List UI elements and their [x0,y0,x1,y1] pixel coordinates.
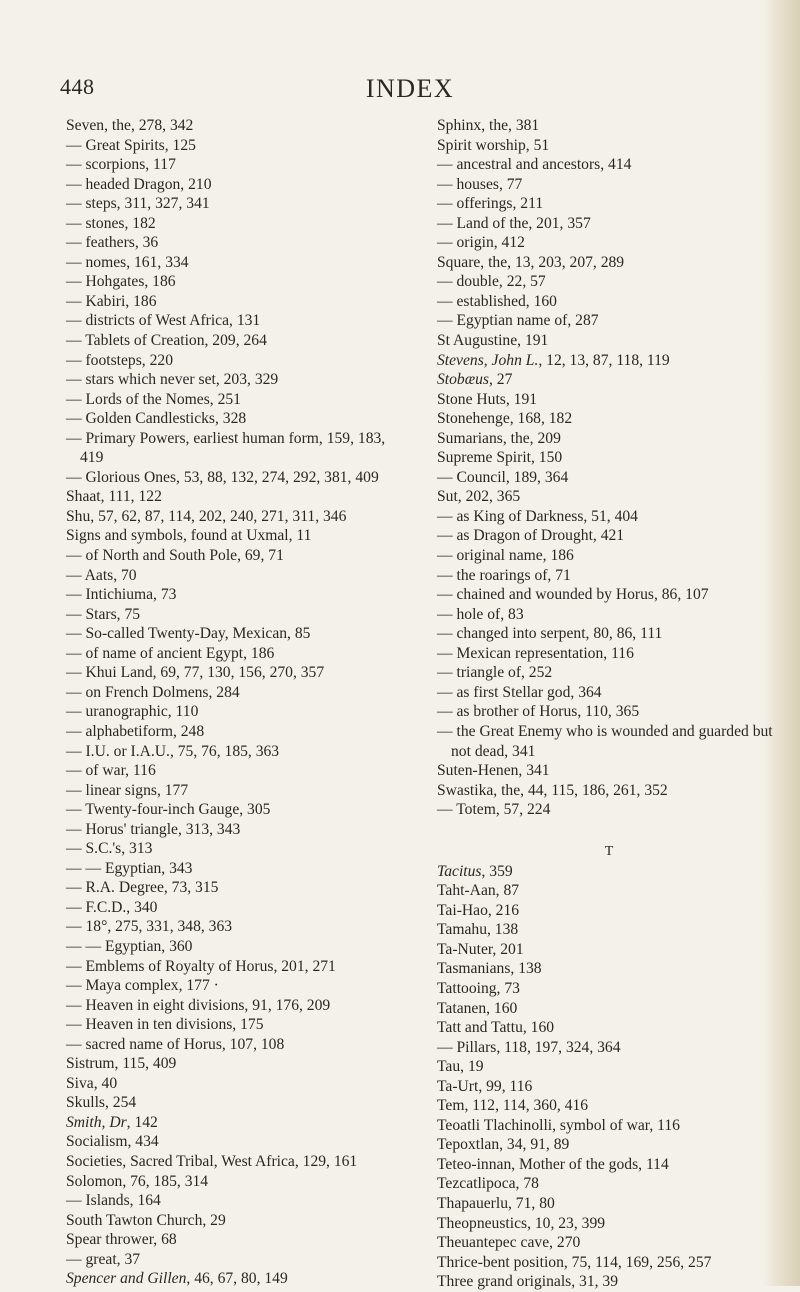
index-entry-heading: — ancestral and ancestors, 414 [437,156,632,174]
index-entry-pages: , 359 [481,862,513,880]
index-entry [66,1230,411,1250]
index-entry-heading: Siva, 40 [66,1074,118,1092]
index-entry-heading: Swastika, the, 44, 115, 186, 261, 352 [437,781,668,799]
index-entry [66,292,411,312]
index-entry [66,683,411,703]
index-entry-heading: South Tawton Church, 29 [66,1211,226,1229]
index-entry-heading: — linear signs, 177 [66,781,189,799]
index-entry-heading: — Land of the, 201, 357 [437,214,591,232]
index-entry [66,1172,411,1192]
index-entry-heading: — the roarings of, 71 [437,566,571,584]
index-entry-heading: — S.C.'s, 313 [66,840,153,858]
index-entry [66,175,411,195]
index-entry-heading: Societies, Sacred Tribal, West Africa, 129, 161 [66,1152,358,1170]
index-entry [437,351,782,371]
index-entry-heading: — scorpions, 117 [66,156,176,174]
index-entry-pages: , 46, 67, 80, 149 [186,1270,288,1288]
index-entry [66,194,411,214]
index-entry-heading: — I.U. or I.A.U., 75, 76, 185, 363 [66,742,280,760]
index-column-right [437,116,782,1292]
index-entry [66,761,411,781]
index-entry-heading: Tasmanians, 138 [437,960,542,978]
index-entry-heading: — of war, 116 [66,762,156,780]
index-entry-heading: — Golden Candlesticks, 328 [66,410,247,428]
index-entry-heading: Tezcatlipoca, 78 [437,1175,539,1193]
index-entry [66,624,411,644]
index-entry [437,116,782,136]
section-letter-heading: T [604,843,615,859]
index-entry [66,1074,411,1094]
index-entry [66,702,411,722]
index-entry-heading: Suten-Henen, 341 [437,762,550,780]
index-entry [66,1054,411,1074]
index-entry-heading: Thapauerlu, 71, 80 [437,1194,555,1212]
index-entry [437,722,782,761]
index-entry [66,1152,411,1172]
index-entry-heading: Tau, 19 [437,1058,484,1076]
index-entry-heading: Ta-Nuter, 201 [437,940,524,958]
index-entry [437,979,782,999]
index-entry [437,1135,782,1155]
index-entry [66,155,411,175]
index-entry [437,999,782,1019]
index-entry [437,901,782,921]
index-entry-heading: Solomon, 76, 185, 314 [66,1172,209,1190]
index-entry-heading: Sumarians, the, 209 [437,429,561,447]
index-entry-heading: — feathers, 36 [66,234,159,252]
index-entry-heading: Spear thrower, 68 [66,1231,177,1249]
index-entry-heading: — double, 22, 57 [437,273,546,291]
index-entry-heading: — original name, 186 [437,547,574,565]
index-entry [66,1132,411,1152]
index-entry-heading: — great, 37 [66,1250,141,1268]
index-entry-heading: Stonehenge, 168, 182 [437,410,573,428]
index-entry-heading: — stones, 182 [66,214,156,232]
index-entry [66,996,411,1016]
index-entry-heading: — Totem, 57, 224 [437,801,551,819]
index-entry [66,1211,411,1231]
index-entry-heading: — Khui Land, 69, 77, 130, 156, 270, 357 [66,664,325,682]
index-entry-heading: — Kabiri, 186 [66,292,157,310]
index-entry [66,663,411,683]
index-entry [66,937,411,957]
index-entry [66,742,411,762]
index-entry [66,781,411,801]
index-entry [437,507,782,527]
index-entry [66,116,411,136]
index-entry [437,1233,782,1253]
index-entry-heading: — Islands, 164 [66,1192,161,1210]
index-entry-heading: Skulls, 254 [66,1094,137,1112]
index-entry-heading: Shu, 57, 62, 87, 114, 202, 240, 271, 311, 346 [66,507,347,525]
index-entry [66,878,411,898]
index-entry [66,976,411,996]
index-entry-heading: Teoatli Tlachinolli, symbol of war, 116 [437,1116,680,1134]
index-entry-heading: Tem, 112, 114, 360, 416 [437,1097,589,1115]
index-entry [437,959,782,979]
index-entry-heading: — Egyptian name of, 287 [437,312,599,330]
page-number: 448 [60,74,95,99]
index-entry-heading: — Heaven in eight divisions, 91, 176, 209 [66,996,331,1014]
index-column-left [66,116,411,1289]
index-entry-heading: Teteo-innan, Mother of the gods, 114 [437,1155,669,1173]
index-entry [437,1214,782,1234]
index-entry [437,1018,782,1038]
index-entry-heading: Spirit worship, 51 [437,136,550,154]
index-entry-heading: Theopneustics, 10, 23, 399 [437,1214,606,1232]
index-entry [437,1038,782,1058]
index-entry [66,546,411,566]
index-entry-heading: — Mexican representation, 116 [437,644,634,662]
index-entry-heading: — Emblems of Royalty of Horus, 201, 271 [66,957,336,975]
index-entry [437,881,782,901]
index-entry [66,917,411,937]
index-entry [437,429,782,449]
index-entry-heading: — chained and wounded by Horus, 86, 107 [437,586,709,604]
index-entry-heading: — sacred name of Horus, 107, 108 [66,1035,285,1053]
index-entry-heading: Sistrum, 115, 409 [66,1055,177,1073]
index-entry [437,644,782,664]
index-entry [66,351,411,371]
index-entry [437,233,782,253]
index-entry [66,253,411,273]
index-entry-heading: Tamahu, 138 [437,921,519,939]
index-entry-heading: Tai-Hao, 216 [437,901,520,919]
index-entry [437,683,782,703]
index-entry-heading: — as first Stellar god, 364 [437,683,602,701]
index-entry [437,1253,782,1273]
index-entry [437,331,782,351]
index-entry-heading: — So-called Twenty-Day, Mexican, 85 [66,625,311,643]
index-entry [437,800,782,820]
index-entry-heading: Stevens, John L. [437,351,539,369]
index-entry [66,311,411,331]
index-entry [66,820,411,840]
index-entry [437,1116,782,1136]
index-entry [437,253,782,273]
index-entry [437,468,782,488]
index-entry [437,605,782,625]
index-entry [66,233,411,253]
index-entry [437,272,782,292]
index-entry-heading: Theuantepec cave, 270 [437,1234,581,1252]
index-entry-pages: , 142 [126,1113,158,1131]
index-entry [437,136,782,156]
index-entry [437,1155,782,1175]
index-entry [437,526,782,546]
index-entry [66,409,411,429]
index-entry-heading: — triangle of, 252 [437,664,553,682]
index-entry-pages: , 27 [489,371,513,389]
index-entry [437,194,782,214]
index-entry-heading: Socialism, 434 [66,1133,159,1151]
index-entry-heading: — of name of ancient Egypt, 186 [66,644,275,662]
index-entry-heading: St Augustine, 191 [437,332,549,350]
index-entry [437,155,782,175]
index-entry-heading: — of North and South Pole, 69, 71 [66,547,284,565]
index-entry [437,585,782,605]
index-entry [66,898,411,918]
index-entry [66,487,411,507]
index-entry [437,1174,782,1194]
index-entry-heading: Smith, Dr [66,1113,127,1131]
index-entry [437,1194,782,1214]
index-entry [66,214,411,234]
index-entry-heading: Tatt and Tattu, 160 [437,1019,555,1037]
index-entry-heading: Sphinx, the, 381 [437,117,540,134]
index-entry-heading: — on French Dolmens, 284 [66,683,240,701]
index-entry-heading: — — Egyptian, 343 [66,859,193,877]
index-entry [437,448,782,468]
index-entry [437,546,782,566]
index-entry-heading: — established, 160 [437,292,557,310]
index-entry-heading: Three grand originals, 31, 39 [437,1273,619,1291]
index-entry-heading: — Maya complex, 177 · [66,977,219,995]
index-entry-heading: Stone Huts, 191 [437,390,538,408]
index-entry-heading: Taht-Aan, 87 [437,882,520,900]
index-entry-heading: — — Egyptian, 360 [66,937,193,955]
index-entry-heading: Thrice-bent position, 75, 114, 169, 256, 257 [437,1253,712,1271]
index-entry [437,566,782,586]
running-head: INDEX [365,74,455,103]
index-entry [437,390,782,410]
index-entry [66,526,411,546]
index-entry-heading: Signs and symbols, found at Uxmal, 11 [66,527,312,545]
index-entry-heading: — F.C.D., 340 [66,898,158,916]
index-entry [437,1272,782,1292]
index-entry-heading: — as King of Darkness, 51, 404 [437,507,638,525]
index-entry-heading: — R.A. Degree, 73, 315 [66,879,219,897]
index-entry-heading: — Heaven in ten divisions, 175 [66,1016,264,1034]
index-entry [66,136,411,156]
index-entry [66,272,411,292]
index-entry-heading: — Primary Powers, earliest human form, 159, 183, 419 [66,429,386,467]
index-entry-heading: — offerings, 211 [437,195,544,213]
index-entry [66,644,411,664]
index-entry-heading: — Great Spirits, 125 [66,136,196,154]
index-entry-heading: — steps, 311, 327, 341 [66,195,210,213]
index-entry [437,862,782,882]
index-entry [66,1093,411,1113]
index-entry-heading: — nomes, 161, 334 [66,253,189,271]
index-entry-heading: — as brother of Horus, 110, 365 [437,703,640,721]
index-entry [437,1057,782,1077]
index-entry-heading: Tacitus [437,862,482,880]
index-entry-heading: — Hohgates, 186 [66,273,176,291]
index-entry [66,1035,411,1055]
index-entry-heading: — hole of, 83 [437,605,524,623]
index-entry [437,409,782,429]
index-entry [66,468,411,488]
index-entry [66,722,411,742]
index-entry [66,507,411,527]
index-entry-heading: — Horus' triangle, 313, 343 [66,820,241,838]
index-entry-heading: Ta-Urt, 99, 116 [437,1077,533,1095]
index-entry-heading: — the Great Enemy who is wounded and guarded but not dead, 341 [437,722,773,760]
index-entry [66,1250,411,1270]
index-entry [437,940,782,960]
index-entry [437,1096,782,1116]
index-entry-heading: — Stars, 75 [66,605,141,623]
index-entry-heading: Supreme Spirit, 150 [437,449,563,467]
index-entry-heading: — Tablets of Creation, 209, 264 [66,332,267,350]
index-entry [66,839,411,859]
index-entry-heading: Tepoxtlan, 34, 91, 89 [437,1136,570,1154]
index-entry [437,781,782,801]
page-header [60,74,760,114]
index-entry-heading: — Aats, 70 [66,566,137,584]
index-entry [437,214,782,234]
index-entry [66,1113,411,1133]
index-entry-heading: — Glorious Ones, 53, 88, 132, 274, 292, 381, 409 [66,468,379,486]
index-entry [437,761,782,781]
index-entry-heading: — Intichiuma, 73 [66,586,177,604]
index-entry [437,311,782,331]
index-entry-heading: — districts of West Africa, 131 [66,312,261,330]
index-entry [66,957,411,977]
index-entry-heading: Tatanen, 160 [437,999,518,1017]
index-entry-heading: — Pillars, 118, 197, 324, 364 [437,1038,621,1056]
index-entry [66,605,411,625]
index-entry [437,702,782,722]
index-entry [66,1191,411,1211]
index-entry-heading: — Council, 189, 364 [437,468,569,486]
index-entry-heading: — houses, 77 [437,175,523,193]
index-entry-heading: — uranographic, 110 [66,703,199,721]
index-entry-heading: — Lords of the Nomes, 251 [66,390,241,408]
index-entry [437,624,782,644]
index-entry-heading: Stobæus [437,371,489,389]
index-entry [66,390,411,410]
index-entry [437,920,782,940]
index-section-t [437,862,782,1292]
index-entry [437,1077,782,1097]
index-entry [66,370,411,390]
index-entry-heading: — origin, 412 [437,234,525,252]
index-entry-heading: Seven, the, 278, 342 [66,117,194,134]
index-entry-heading: Sut, 202, 365 [437,488,521,506]
index-entry [437,292,782,312]
index-entry-heading: — as Dragon of Drought, 421 [437,527,625,545]
index-section-s [437,116,782,820]
index-entry [66,585,411,605]
index-entry-heading: — footsteps, 220 [66,351,173,369]
index-entry [66,800,411,820]
index-entry-heading: — changed into serpent, 80, 86, 111 [437,625,663,643]
index-entry-heading: Square, the, 13, 203, 207, 289 [437,253,625,271]
index-entry [437,487,782,507]
index-entry [66,859,411,879]
index-entry-heading: Tattooing, 73 [437,979,520,997]
index-entry [66,429,411,468]
index-entry [66,1015,411,1035]
index-entry [437,370,782,390]
index-entry-pages: , 12, 13, 87, 118, 119 [538,351,670,369]
index-entry-heading: Spencer and Gillen [66,1270,187,1288]
index-entry-heading: Shaat, 111, 122 [66,488,162,506]
index-entry [437,663,782,683]
index-entry [66,566,411,586]
index-entry-heading: — Twenty-four-inch Gauge, 305 [66,801,271,819]
index-entry-heading: — alphabetiform, 248 [66,722,205,740]
index-entry [66,331,411,351]
index-entry-heading: — 18°, 275, 331, 348, 363 [66,918,233,936]
index-entry-heading: — headed Dragon, 210 [66,175,212,193]
index-entry-heading: — stars which never set, 203, 329 [66,371,279,389]
index-entry [437,175,782,195]
